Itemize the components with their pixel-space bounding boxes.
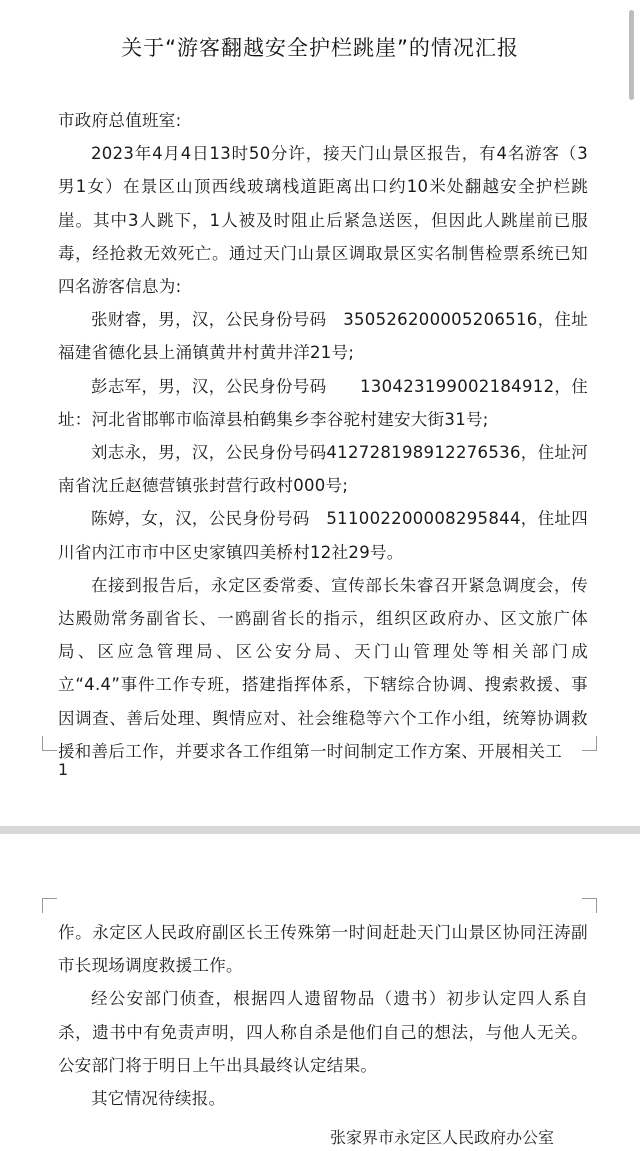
paragraph-investigation: 经公安部门侦查，根据四人遗留物品（遗书）初步认定四人系自杀，遗书中有免责声明，四人称自杀是他们自己的想法，与他人无关。公安部门将于明日上午出具最终认定结果。 — [58, 989, 588, 1075]
page-1-body — [58, 104, 588, 768]
page-corner-mark — [42, 736, 57, 751]
page-number: 1 — [58, 760, 69, 779]
paragraph-person-3: 刘志永，男，汉，公民身份号码412728198912276536，住址河南省沈丘赵德营镇张封营行政村000号; — [58, 443, 588, 496]
page-corner-mark — [582, 736, 597, 751]
signature-text: 张家界市永定区人民政府办公室 — [330, 1128, 555, 1147]
page-2-body — [58, 916, 588, 1115]
paragraph-response: 在接到报告后，永定区委常委、宣传部长朱睿召开紧急调度会，传达殿勋常务副省长、一鸥副省长的指示，组织区政府办、区文旅广体局、区应急管理局、区公安分局、天门山管理处等相关部门成立“4.4”事件工作专班，搭建指挥体系，下辖综合协调、搜索救援、事因调查、善后处理、舆情应对、社会维稳等六个工作小组，统筹协调救援和善后工作，并要求各工作组第一时间制定工作方案、开展相关工 — [58, 575, 588, 761]
paragraph-person-2: 彭志军，男，汉，公民身份号码 130423199002184912，住址：河北省邯郸市临漳县柏鹤集乡李谷驼村建安大街31号; — [58, 376, 588, 429]
document-page-2 — [0, 834, 640, 1151]
paragraph-continuation: 作。永定区人民政府副区长王传殊第一时间赶赴天门山景区协同汪涛副市长现场调度救援工作。 — [58, 923, 588, 976]
salutation: 市政府总值班室: — [58, 111, 182, 130]
paragraph-incident: 2023年4月4日13时50分许，接天门山景区报告，有4名游客（3男1女）在景区山顶西线玻璃栈道距离出口约10米处翻越安全护栏跳崖。其中3人跳下，1人被及时阻止后紧急送医，但因此人跳崖前已服毒，经抢救无效死亡。通过天门山景区调取景区实名制售检票系统已知四名游客信息为: — [58, 144, 588, 297]
document-title: 关于“游客翻越安全护栏跳崖”的情况汇报 — [121, 36, 519, 60]
signature-line-cutoff — [330, 1128, 590, 1151]
paragraph-person-1: 张财睿，男，汉，公民身份号码 350526200005206516，住址福建省德化县上涌镇黄井村黄井洋21号; — [58, 310, 588, 363]
paragraph-person-4: 陈婷，女，汉，公民身份号码 511002200008295844，住址四川省内江市市中区史家镇四美桥村12社29号。 — [58, 509, 588, 562]
page-corner-mark — [582, 898, 597, 913]
paragraph-followup: 其它情况待续报。 — [91, 1089, 226, 1109]
page-corner-mark — [42, 898, 57, 913]
page-separator — [0, 826, 640, 834]
